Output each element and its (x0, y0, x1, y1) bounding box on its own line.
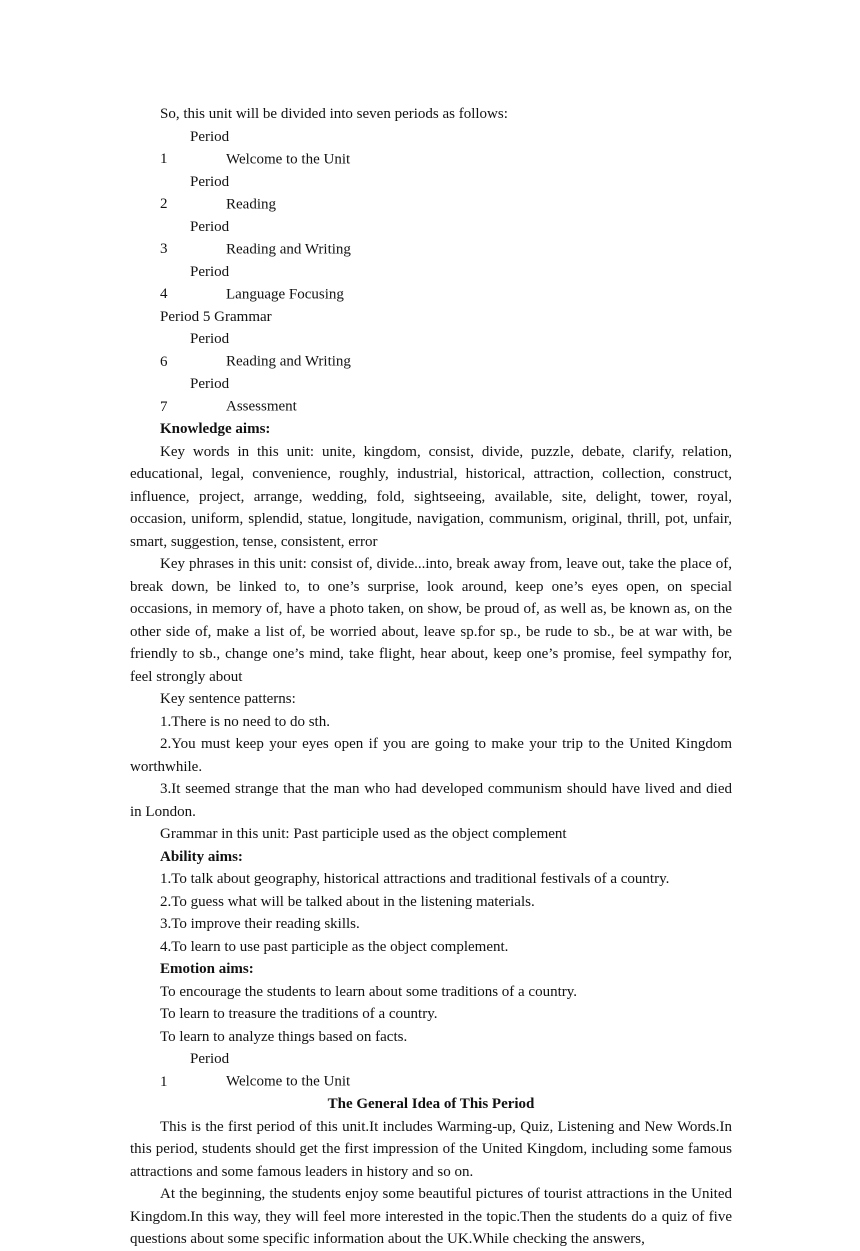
period-item (130, 261, 732, 306)
emotion-aims-heading: Emotion aims: (160, 961, 254, 977)
knowledge-aims-heading: Knowledge aims: (160, 421, 271, 437)
pattern-item: 3.It seemed strange that the man who had developed communism should have lived and died in London. (130, 781, 732, 820)
ability-item: 1.To talk about geography, historical attractions and traditional festivals of a country. (160, 871, 670, 887)
general-idea-heading: The General Idea of This Period (327, 1096, 535, 1112)
period-number: Period 1 (160, 128, 230, 167)
emotion-item: To encourage the students to learn about some traditions of a country. (160, 983, 578, 1000)
period-title: Welcome to the Unit (226, 1073, 351, 1090)
period-item (130, 171, 732, 216)
general-idea-paragraph: This is the first period of this unit.It includes Warming-up, Quiz, Listening and New Words.In this period, students should get the first impression of the United Kingdom, including some famous attractions and some famous leaders in history and so on. (130, 1118, 732, 1180)
key-phrases-paragraph: Key phrases in this unit: consist of, divide...into, break away from, leave out, take the place of, break down, be linked to, to one’s surprise, look around, keep one’s eyes open, on special occasions, in memory of, have a photo taken, on show, be proud of, as well as, be known as, on the other side of, make a list of, be worried about, leave sp.for sp., be rude to sb., be at war with, be friendly to sb., change one’s mind, take flight, hear about, keep one’s promise, feel sympathy for, feel strongly about (130, 556, 732, 685)
key-patterns-heading: Key sentence patterns: (160, 691, 296, 707)
ability-item: 3.To improve their reading skills. (160, 916, 360, 932)
period-number: Period 5 (160, 308, 211, 325)
period-title: Welcome to the Unit (226, 151, 351, 167)
ability-item: 4.To learn to use past participle as the object complement. (160, 938, 509, 955)
period-title: Reading and Writing (226, 241, 351, 257)
grammar-line: Grammar in this unit: Past participle used as the object complement (160, 826, 567, 842)
ability-item: 2.To guess what will be talked about in the listening materials. (160, 893, 535, 910)
intro-line: So, this unit will be divided into seven periods as follows: (160, 106, 508, 122)
emotion-item: To learn to analyze things based on facts. (160, 1028, 408, 1045)
period-number: Period 2 (160, 173, 230, 212)
period-item (130, 328, 732, 373)
period-title: Language Focusing (226, 286, 344, 302)
period-list (130, 126, 732, 419)
ability-aims-heading: Ability aims: (160, 848, 243, 865)
period-title: Grammar (214, 308, 272, 325)
period-item (130, 306, 732, 329)
pattern-item: 2.You must keep your eyes open if you are going to make your trip to the United Kingdom worthwhile. (130, 736, 732, 775)
period-number: Period 6 (160, 331, 230, 370)
emotion-item: To learn to treasure the traditions of a country. (160, 1006, 438, 1022)
period-item (130, 126, 732, 171)
period-number: Period 1 (160, 1051, 230, 1090)
period-1-title (130, 1048, 732, 1093)
key-words-paragraph: Key words in this unit: unite, kingdom, consist, divide, puzzle, debate, clarify, relation, educational, legal, convenience, roughly, industrial, historical, attraction, collection, construct, influence, project, arrange, wedding, fold, sightseeing, available, site, delight, tower, royal, occasion, uniform, splendid, statue, longitude, navigation, communism, original, thrill, pot, unfair, smart, suggestion, tense, consistent, error (130, 443, 732, 550)
period-title: Reading (226, 196, 276, 212)
general-idea-paragraph: At the beginning, the students enjoy some beautiful pictures of tourist attractions in the United Kingdom.In this way, they will feel more interested in the topic.Then the students do a quiz of five questions about some specific information about the UK.While checking the answers, (130, 1186, 732, 1247)
period-number: Period 4 (160, 263, 230, 302)
period-item (130, 373, 732, 418)
period-title: Reading and Writing (226, 353, 351, 370)
period-item (130, 216, 732, 261)
pattern-item: 1.There is no need to do sth. (160, 713, 330, 730)
period-number: Period 3 (160, 218, 230, 257)
period-title: Assessment (226, 398, 297, 415)
period-number: Period 7 (160, 376, 230, 415)
